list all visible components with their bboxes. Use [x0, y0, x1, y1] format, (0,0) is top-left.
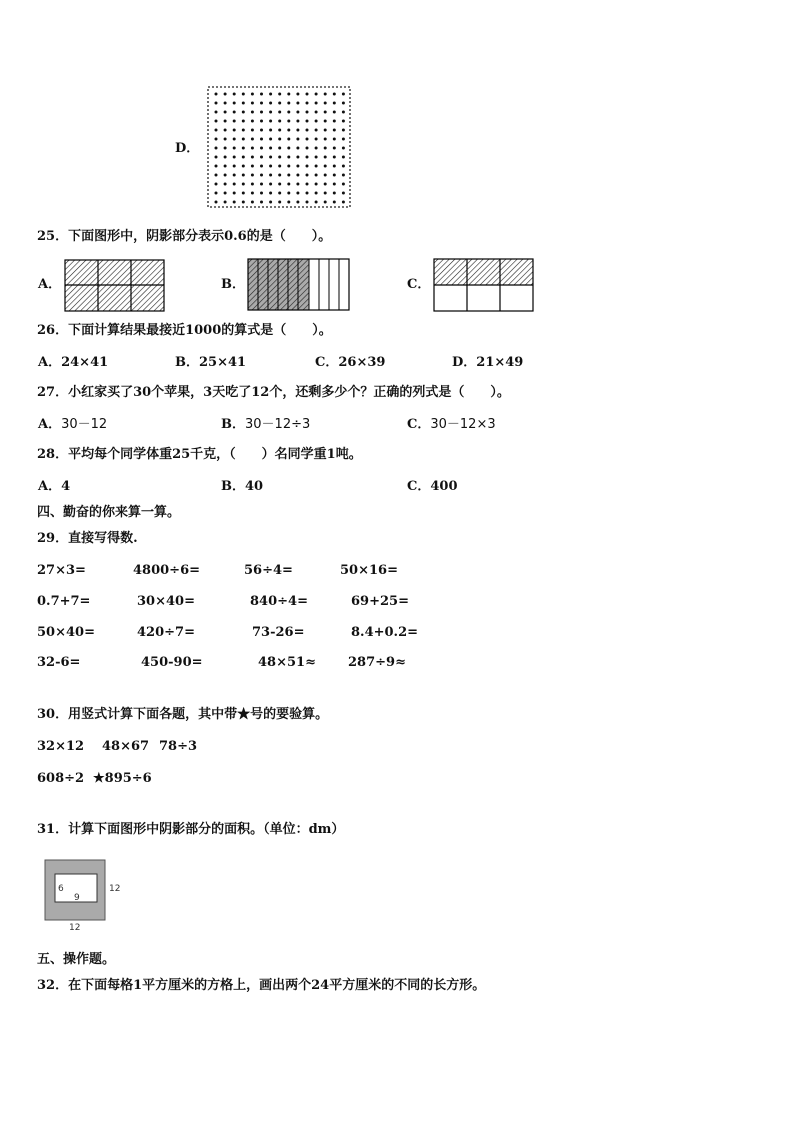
q32-text: 32．在下面每格1平方厘米的方格上，画出两个24平方厘米的不同的长方形。 — [37, 978, 486, 993]
q31-outer-width-label: 12 — [69, 923, 81, 933]
q26-option-d: D．21×49 — [452, 355, 524, 370]
dot-grid-figure — [206, 85, 352, 209]
q29-text: 29．直接写得数. — [37, 531, 138, 546]
section-4-heading: 四、勤奋的你来算一算。 — [37, 505, 181, 520]
option-d-label: D． — [175, 141, 200, 156]
q29-r2-c3: 840÷4= — [250, 594, 308, 609]
q29-r2-c1: 0.7+7= — [37, 594, 91, 609]
q30-r1-c1: 32×12 — [37, 739, 85, 754]
q26-option-b: B．25×41 — [175, 355, 247, 370]
q30-text: 30．用竖式计算下面各题，其中带★号的要验算。 — [37, 707, 329, 722]
q29-r1-c4: 50×16= — [340, 563, 398, 578]
q28-option-a: A．4 — [38, 479, 71, 494]
q31-figure — [44, 859, 106, 921]
q29-r4-c4: 287÷9≈ — [348, 655, 406, 670]
q31-inner-height-label: 6 — [58, 884, 64, 894]
q29-r3-c2: 420÷7= — [137, 625, 195, 640]
q27-text: 27．小红家买了30个苹果，3天吃了12个，还剩多少个？正确的列式是（ ）。 — [37, 385, 510, 400]
q29-r4-c3: 48×51≈ — [258, 655, 316, 670]
q30-r1-c3: 78÷3 — [159, 739, 198, 754]
q30-r1-c2: 48×67 — [102, 739, 150, 754]
q25-option-c: C． — [407, 277, 431, 292]
q25-figure-b — [247, 258, 351, 312]
q31-outer-height-label: 12 — [109, 884, 121, 894]
q29-r2-c2: 30×40= — [137, 594, 195, 609]
q29-r3-c1: 50×40= — [37, 625, 95, 640]
q27-option-a: A．30－12 — [38, 417, 108, 432]
q30-r2-c2: ★895÷6 — [93, 771, 152, 786]
q26-option-c: C．26×39 — [315, 355, 386, 370]
q25-text: 25．下面图形中，阴影部分表示0.6的是（ ）。 — [37, 229, 332, 244]
q31-inner-width-label: 9 — [74, 893, 80, 903]
q29-r3-c4: 8.4+0.2= — [351, 625, 419, 640]
q29-r1-c1: 27×3= — [37, 563, 86, 578]
q29-r3-c3: 73-26= — [252, 625, 305, 640]
q29-r4-c1: 32-6= — [37, 655, 81, 670]
q29-r2-c4: 69+25= — [351, 594, 409, 609]
q27-option-c: C．30－12×3 — [407, 417, 496, 432]
q26-option-a: A．24×41 — [38, 355, 109, 370]
q25-figure-c — [433, 258, 535, 313]
q28-text: 28．平均每个同学体重25千克，（ ）名同学重1吨。 — [37, 447, 362, 462]
q28-option-b: B．40 — [221, 479, 264, 494]
q25-option-b: B． — [221, 277, 245, 292]
q29-r1-c2: 4800÷6= — [133, 563, 201, 578]
q26-text: 26．下面计算结果最接近1000的算式是（ ）。 — [37, 323, 332, 338]
q30-r2-c1: 608÷2 — [37, 771, 85, 786]
q31-text: 31．计算下面图形中阴影部分的面积。（单位：dm） — [37, 822, 345, 837]
q29-r4-c2: 450-90= — [141, 655, 203, 670]
section-5-heading: 五、操作题。 — [37, 952, 116, 967]
q25-option-a: A． — [38, 277, 62, 292]
q29-r1-c3: 56÷4= — [244, 563, 293, 578]
q28-option-c: C．400 — [407, 479, 458, 494]
q27-option-b: B．30－12÷3 — [221, 417, 311, 432]
q25-figure-a — [64, 259, 166, 313]
